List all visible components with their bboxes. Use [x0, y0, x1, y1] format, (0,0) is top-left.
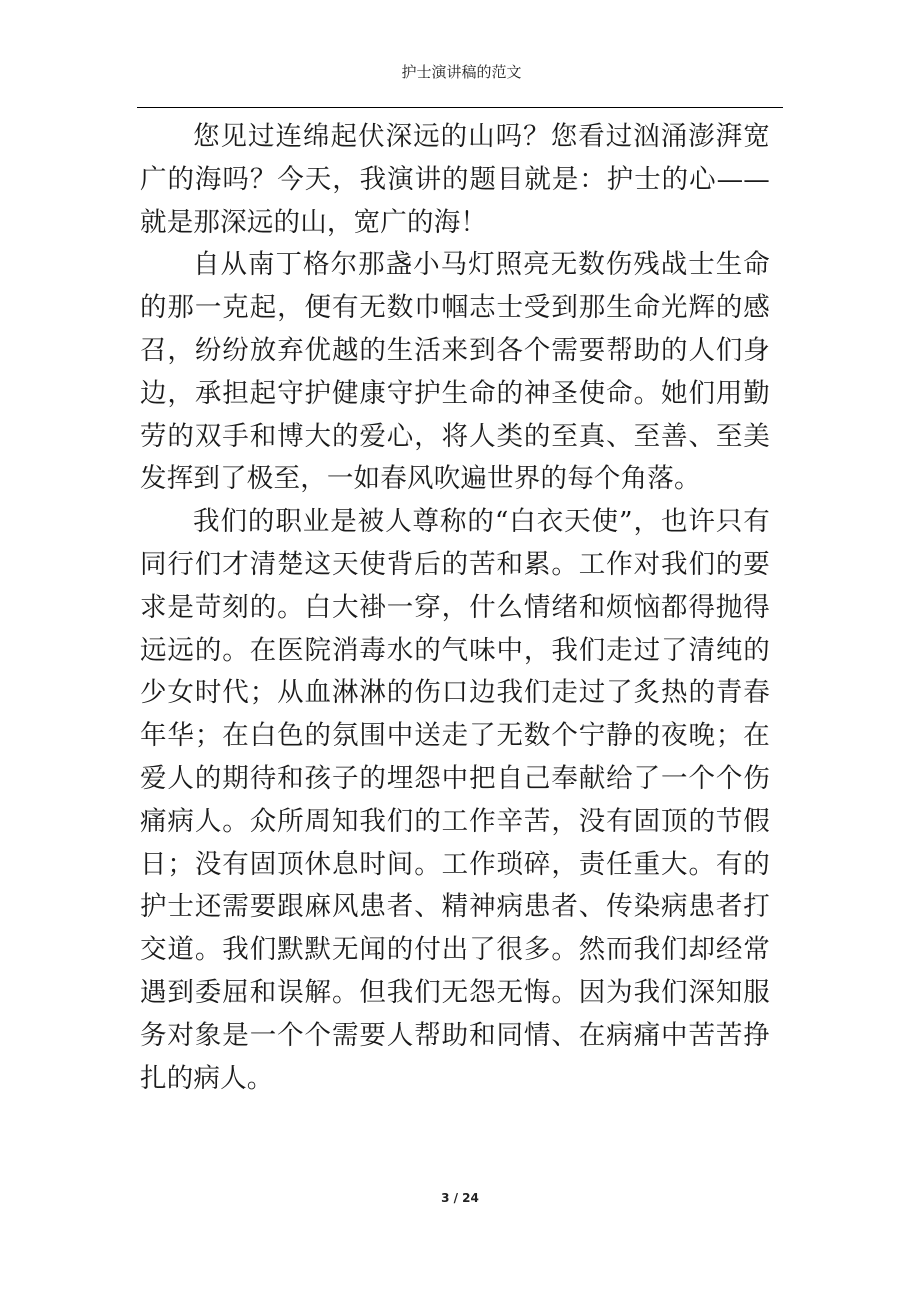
paragraph-intro: 您见过连绵起伏深远的山吗？您看过汹涌澎湃宽广的海吗？今天，我演讲的题目就是：护士的心——就是那深远的山，宽广的海！: [140, 121, 770, 238]
page-header-title: 护士演讲稿的范文: [401, 63, 522, 81]
paragraph-nightingale: 自从南丁格尔那盏小马灯照亮无数伤残战士生命的那一克起，便有无数巾帼志士受到那生命光辉的感召，纷纷放弃优越的生活来到各个需要帮助的人们身边，承担起守护健康守护生命的神圣使命。她们用勤劳的双手和博大的爱心，将人类的至真、至善、至美发挥到了极至，一如春风吹遍世界的每个角落。: [140, 249, 770, 495]
header-divider: [137, 107, 783, 108]
page-number: 3 / 24: [441, 1191, 479, 1205]
paragraph-profession: 我们的职业是被人尊称的“白衣天使”，也许只有同行们才清楚这天使背后的苦和累。工作对我们的要求是苛刻的。白大褂一穿，什么情绪和烦恼都得抛得远远的。在医院消毒水的气味中，我们走过了清纯的少女时代；从血淋淋的伤口边我们走过了炙热的青春年华；在白色的氛围中送走了无数个宁静的夜晚；在爱人的期待和孩子的埋怨中把自己奉献给了一个个伤痛病人。众所周知我们的工作辛苦，没有固顶的节假日；没有固顶休息时间。工作琐碎，责任重大。有的护士还需要跟麻风患者、精神病患者、传染病患者打交道。我们默默无闻的付出了很多。然而我们却经常遇到委屈和误解。但我们无怨无悔。因为我们深知服务对象是一个个需要人帮助和同情、在病痛中苦苦挣扎的病人。: [140, 506, 770, 1094]
document-body: [140, 116, 770, 1100]
